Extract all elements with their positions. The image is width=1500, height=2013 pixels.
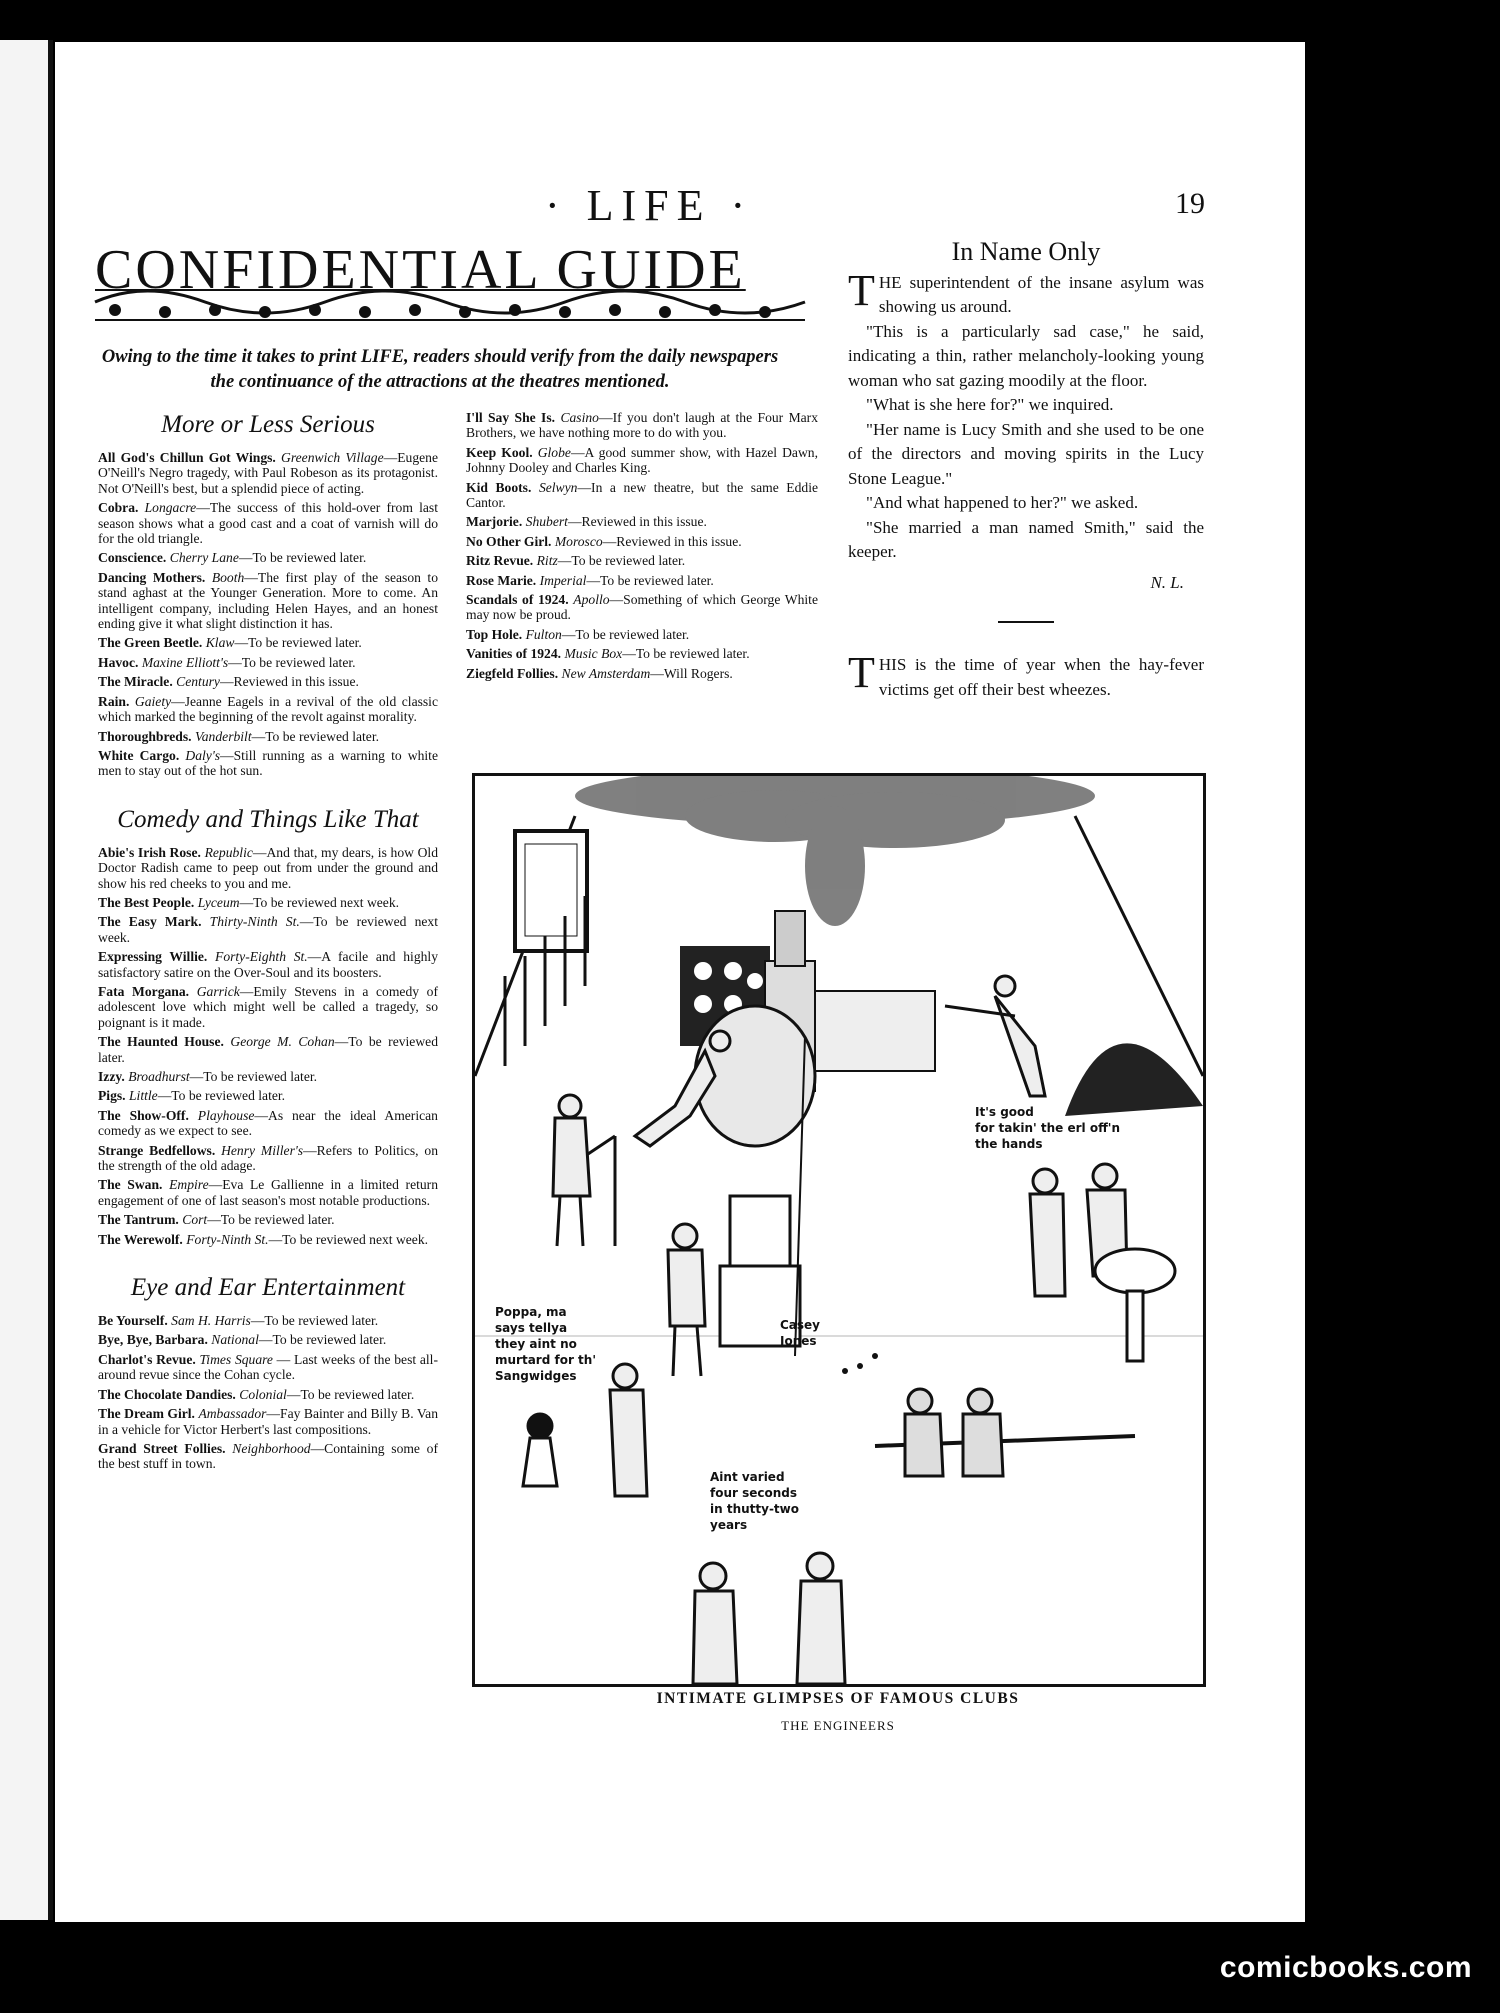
- entry-venue: Little: [128, 1088, 158, 1104]
- cartoon-caption: INTIMATE GLIMPSES OF FAMOUS CLUBS: [656, 1690, 1020, 1707]
- entry-text: —To be reviewed next week.: [239, 894, 400, 910]
- speech-bubble-watch: Aint varied four seconds in thutty-two years: [710, 1470, 799, 1532]
- guide-entry: [98, 1232, 438, 1247]
- guide-entry: [466, 553, 818, 568]
- entry-venue: Cherry Lane: [169, 550, 239, 566]
- entry-venue: Daly's: [185, 747, 221, 763]
- entry-text: —Jeanne Eagels in a revival of the old classic which marked the beginning of the revolt against morality.: [98, 693, 438, 725]
- entry-text: —Something of which George White may now be proud.: [466, 592, 818, 623]
- article-paragraph: "This is a particularly sad case," he said, indicating a thin, rather melancholy-looking young woman who sat gazing moodily at the floor.: [848, 321, 1204, 390]
- entry-venue: Imperial: [539, 572, 587, 588]
- article-in-name-only: [848, 237, 1204, 702]
- entry-text: —If you don't laugh at the Four Marx Brothers, we have nothing more to do with you.: [466, 410, 819, 441]
- entry-title: Marjorie.: [466, 514, 523, 530]
- entry-venue: Music Box: [564, 646, 623, 662]
- entry-venue: National: [211, 1332, 259, 1348]
- entry-text: — Last weeks of the best all-around revue since the Cohan cycle.: [98, 1351, 438, 1383]
- entry-title: Fata Morgana.: [98, 983, 190, 999]
- entry-title: The Best People.: [98, 894, 195, 910]
- entry-venue: Empire: [169, 1177, 209, 1193]
- guide-entry: [98, 635, 438, 650]
- entry-text: —In a new theatre, but the same Eddie Cantor.: [466, 479, 818, 511]
- entry-venue: Globe: [537, 444, 571, 460]
- entry-venue: Thirty-Ninth St.: [209, 914, 300, 930]
- entry-venue: New Amsterdam: [561, 665, 651, 681]
- guide-entry: [98, 1406, 438, 1437]
- entry-text: —Reviewed in this issue.: [219, 674, 359, 690]
- entry-venue: Times Square: [199, 1351, 273, 1367]
- entry-text: —And that, my dears, is how Old Doctor Radish came to peep out from under the ground and show his red cheeks to you and me.: [98, 844, 439, 891]
- entry-title: The Chocolate Dandies.: [98, 1386, 236, 1402]
- entry-venue: Colonial: [239, 1386, 287, 1402]
- guide-entry: [98, 500, 438, 546]
- entry-title: Cobra.: [98, 500, 139, 516]
- entry-text: —To be reviewed later.: [557, 553, 686, 569]
- entry-venue: Maxine Elliott's: [141, 654, 229, 670]
- entry-text: —To be reviewed later.: [286, 1386, 415, 1402]
- entry-text: —The first play of the season to stand aghast at the Younger Generation. More to come. An intelligent company, including Helen Hayes, and an honest ending give it what slight distinction it has.: [98, 569, 439, 632]
- entry-text: —To be reviewed later.: [207, 1212, 335, 1228]
- guide-entry: [98, 450, 438, 496]
- guide-entry: [98, 694, 438, 725]
- entry-venue: Republic: [204, 844, 253, 860]
- cartoon-subcaption: THE ENGINEERS: [781, 1718, 895, 1733]
- guide-entry: [98, 1332, 438, 1347]
- guide-entry: [466, 534, 818, 549]
- entry-venue: Broadhurst: [128, 1069, 190, 1084]
- entry-venue: Casino: [560, 410, 599, 425]
- entry-text: —To be reviewed later.: [238, 550, 367, 566]
- drop-cap: T: [848, 648, 875, 697]
- entry-venue: Fulton: [525, 626, 562, 642]
- entry-title: No Other Girl.: [466, 533, 552, 549]
- entry-title: Vanities of 1924.: [466, 646, 562, 662]
- entry-title: Pigs.: [98, 1088, 126, 1104]
- entry-title: Ziegfeld Follies.: [466, 665, 559, 681]
- entry-text: —A good summer show, with Hazel Dawn, Johnny Dooley and Charles King.: [466, 444, 818, 476]
- entry-text: —As near the ideal American comedy as we expect to see.: [98, 1107, 438, 1139]
- entry-text: —Still running as a warning to white men to stay out of the hot sun.: [98, 747, 438, 779]
- entry-text: —To be reviewed next week.: [98, 914, 438, 945]
- entry-title: Strange Bedfellows.: [98, 1142, 216, 1158]
- entry-title: Grand Street Follies.: [98, 1440, 226, 1456]
- entry-text: —To be reviewed later.: [586, 572, 714, 588]
- entry-venue: Apollo: [573, 592, 610, 608]
- entry-title: Charlot's Revue.: [98, 1351, 196, 1367]
- binding-strip: [0, 40, 53, 1920]
- guide-entry: [98, 984, 438, 1030]
- article-paragraph: "She married a man named Smith," said the keeper.: [848, 517, 1204, 561]
- guide-entry: [466, 445, 818, 476]
- entry-venue: Ambassador: [198, 1406, 267, 1422]
- guide-entry: [98, 729, 438, 744]
- guide-entry: [98, 1212, 438, 1227]
- entry-title: Rose Marie.: [466, 572, 537, 588]
- entry-text: —To be reviewed later.: [250, 1313, 379, 1329]
- entry-venue: Lyceum: [197, 894, 240, 910]
- guide-entry: [98, 895, 438, 910]
- guide-entry: [98, 1088, 438, 1103]
- entry-text: —Reviewed in this issue.: [567, 514, 707, 530]
- entry-text: —To be reviewed later.: [157, 1088, 286, 1104]
- entry-title: The Werewolf.: [98, 1231, 183, 1247]
- squib-paragraph: THIS is the time of year when the hay-fever victims get off their best wheezes.: [848, 648, 1204, 699]
- article-paragraph: THE superintendent of the insane asylum was showing us around.: [848, 265, 1204, 316]
- article-title: In Name Only: [951, 237, 1101, 266]
- entry-venue: Klaw: [205, 635, 235, 651]
- entry-text: —To be reviewed later.: [622, 646, 750, 662]
- entry-venue: Sam H. Harris: [171, 1313, 251, 1329]
- entry-venue: Longacre: [144, 500, 197, 516]
- entry-venue: Morosco: [554, 533, 603, 549]
- article-paragraph: "What is she here for?" we inquired.: [866, 395, 1114, 414]
- guide-entry: [98, 1441, 438, 1472]
- entry-title: Be Yourself.: [98, 1313, 168, 1329]
- entry-text: —A facile and highly satisfactory satire on the Over-Soul and its boosters.: [98, 949, 438, 980]
- guide-entry: [98, 949, 438, 980]
- entry-title: The Show-Off.: [98, 1107, 189, 1123]
- entry-title: The Easy Mark.: [98, 914, 202, 930]
- guide-entry: [98, 845, 438, 891]
- music-note-icon: [842, 1353, 878, 1374]
- entry-venue: Henry Miller's: [221, 1142, 304, 1158]
- entry-venue: Garrick: [196, 983, 240, 999]
- guide-entry: [98, 570, 438, 632]
- entry-title: Scandals of 1924.: [466, 592, 569, 608]
- print-notice: Owing to the time it takes to print LIFE, readers should verify from the daily newspapers the continuance of the attractions at the theatres mentioned.: [101, 347, 779, 392]
- guide-entry: [466, 514, 818, 529]
- guide-entry: [98, 1313, 438, 1328]
- entry-title: Top Hole.: [466, 626, 523, 642]
- guide-title: CONFIDENTIAL GUIDE: [95, 239, 746, 301]
- speech-bubble-oil: It's good for takin' the erl off'n the hands: [975, 1105, 1121, 1151]
- entry-venue: Gaiety: [134, 693, 172, 709]
- guide-entry: [466, 573, 818, 588]
- divider-rule: [998, 621, 1054, 623]
- entry-title: Kid Boots.: [466, 479, 532, 495]
- guide-entry: [98, 1069, 438, 1084]
- guide-entry: [98, 1034, 438, 1065]
- entry-title: Expressing Willie.: [98, 949, 208, 965]
- entry-venue: Century: [176, 674, 220, 690]
- entry-venue: Cort: [182, 1212, 208, 1228]
- section-heading-serious: More or Less Serious: [161, 411, 375, 438]
- entry-title: Bye, Bye, Barbara.: [98, 1332, 208, 1348]
- entry-text: —To be reviewed later.: [189, 1069, 318, 1084]
- entry-venue: Ritz: [536, 553, 558, 569]
- guide-entry: [98, 655, 438, 670]
- guide-entry: [466, 646, 818, 661]
- entry-title: Keep Kool.: [466, 444, 533, 460]
- entry-title: The Green Beetle.: [98, 635, 203, 651]
- entry-venue: Neighborhood: [232, 1440, 311, 1456]
- guide-entry: [98, 748, 438, 779]
- drop-cap: T: [848, 265, 875, 315]
- entry-text: —To be reviewed later.: [251, 728, 379, 744]
- entry-title: The Miracle.: [98, 674, 173, 690]
- guide-entry: [466, 627, 818, 642]
- site-watermark: comicbooks.com: [1219, 1951, 1472, 1984]
- entry-venue: Selwyn: [538, 479, 578, 495]
- guide-entry: [466, 410, 818, 441]
- guide-entry: [98, 1177, 438, 1208]
- cartoon-illustration: [472, 773, 1206, 1687]
- section-heading-eye-ear: Eye and Ear Entertainment: [130, 1274, 406, 1302]
- entry-title: The Haunted House.: [98, 1034, 224, 1050]
- entry-title: Rain.: [98, 693, 130, 709]
- entry-text: —Fay Bainter and Billy B. Van in a vehicle for Victor Herbert's last compositions.: [98, 1406, 439, 1437]
- entry-title: Thoroughbreds.: [98, 728, 192, 744]
- guide-entry: [98, 674, 438, 689]
- guide-entry: [98, 1387, 438, 1402]
- entry-text: —The success of this hold-over from last season shows what a good cast and a coat of varnish will do for the old triangle.: [98, 500, 438, 547]
- entry-title: The Dream Girl.: [98, 1406, 195, 1422]
- article-signature: N. L.: [1150, 572, 1184, 592]
- masthead: · LIFE ·: [545, 181, 754, 230]
- entry-title: Havoc.: [98, 654, 139, 670]
- entry-text: —To be reviewed later.: [98, 1034, 438, 1065]
- entry-text: —To be reviewed later.: [258, 1332, 387, 1348]
- entry-venue: Shubert: [525, 514, 568, 530]
- entry-title: Izzy.: [98, 1069, 125, 1084]
- guide-entry: [98, 1108, 438, 1139]
- guide-entry: [98, 550, 438, 565]
- entry-venue: Playhouse: [197, 1107, 255, 1123]
- entry-text: —Eugene O'Neill's Negro tragedy, with Paul Robeson as its protagonist. Not O'Neill's best, but a splendid piece of acting.: [98, 450, 438, 496]
- entry-text: —Reviewed in this issue.: [602, 533, 742, 549]
- guide-entry: [466, 592, 818, 623]
- entry-venue: Greenwich Village: [281, 450, 384, 465]
- entry-title: Abie's Irish Rose.: [98, 844, 201, 860]
- entry-venue: George M. Cohan: [230, 1034, 335, 1050]
- entry-text: —Refers to Politics, on the strength of the old adage.: [98, 1142, 438, 1174]
- entry-venue: Booth: [211, 569, 245, 585]
- entry-venue: Forty-Eighth St.: [215, 949, 308, 965]
- page-number: 19: [1175, 187, 1205, 220]
- entry-title: Dancing Mothers.: [98, 569, 206, 585]
- guide-entry: [98, 1143, 438, 1174]
- speech-bubble-child: Poppa, ma says tellya they aint no murtard for th' Sangwidges: [495, 1305, 596, 1383]
- cartoon-drawing: [475, 776, 1203, 1684]
- speech-bubble-phonograph: Casey Jones: [780, 1318, 821, 1348]
- entry-text: —Containing some of the best stuff in town.: [98, 1440, 438, 1472]
- guide-entry: [466, 480, 818, 511]
- entry-title: The Tantrum.: [98, 1212, 179, 1228]
- entry-text: —Will Rogers.: [650, 665, 733, 681]
- entry-title: I'll Say She Is.: [466, 410, 556, 425]
- entry-title: Conscience.: [98, 550, 167, 566]
- entry-text: —To be reviewed later.: [561, 626, 690, 642]
- guide-column-2: [466, 410, 818, 685]
- guide-entry: [466, 666, 818, 681]
- guide-entry: [98, 914, 438, 945]
- entry-text: —To be reviewed later.: [234, 635, 362, 651]
- entry-text: —Eva Le Gallienne in a limited return engagement of one of last season's most notable productions.: [98, 1177, 438, 1208]
- guide-column-1: [98, 410, 438, 1476]
- article-paragraph: "And what happened to her?" we asked.: [866, 493, 1139, 512]
- entry-text: —Emily Stevens in a comedy of adolescent love which might well be called a tragedy, so poignant is it made.: [98, 983, 438, 1030]
- guide-entry: [98, 1352, 438, 1383]
- section-heading-comedy: Comedy and Things Like That: [117, 805, 419, 833]
- entry-title: The Swan.: [98, 1177, 163, 1193]
- article-paragraph: "Her name is Lucy Smith and she used to be one of the directors and moving spirits in the Lucy Stone League.": [848, 419, 1204, 488]
- entry-venue: Vanderbilt: [194, 728, 252, 744]
- entry-title: White Cargo.: [98, 747, 180, 763]
- entry-text: —To be reviewed later.: [228, 654, 356, 670]
- entry-text: —To be reviewed next week.: [268, 1231, 429, 1247]
- entry-venue: Forty-Ninth St.: [186, 1231, 269, 1247]
- entry-title: All God's Chillun Got Wings.: [98, 450, 276, 465]
- entry-title: Ritz Revue.: [466, 553, 534, 569]
